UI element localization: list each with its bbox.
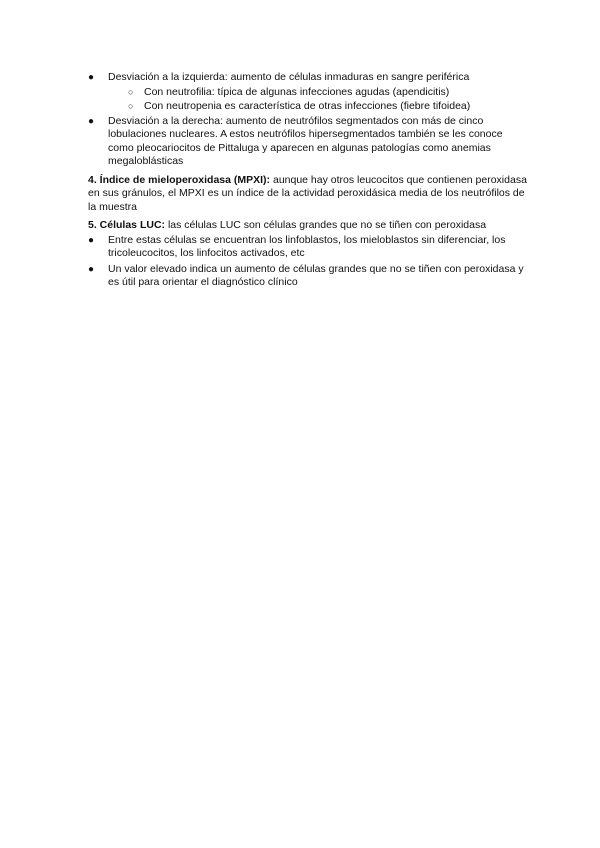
section-4-paragraph (88, 174, 528, 214)
list-item-text: Entre estas células se encuentran los linfoblastos, los mieloblastos sin diferenciar, los tricoleucocitos, los linfocitos activados, etc (108, 234, 506, 260)
list-item (88, 234, 528, 261)
list-item (88, 263, 528, 290)
list-item-text: Un valor elevado indica un aumento de células grandes que no se tiñen con peroxidasa y es útil para orientar el diagnóstico clínico (108, 263, 524, 289)
bullet-icon: ● (88, 235, 95, 246)
list-item-text: Desviación a la izquierda: aumento de células inmaduras en sangre periférica (108, 71, 470, 83)
sub-list-item (128, 100, 528, 113)
section-5-text: las células LUC son células grandes que no se tiñen con peroxidasa (165, 219, 487, 231)
bullet-icon: ● (88, 72, 95, 83)
section-5-heading: 5. Células LUC: (88, 219, 166, 231)
list-item-text: Desviación a la derecha: aumento de neutrófilos segmentados con más de cinco lobulaciones nucleares. A estos neutrófilos hipersegmentados también se les conoce como pleocariocitos de Pittaluga y aparecen en algunas patologías como anemias megaloblásticas (108, 115, 503, 168)
sub-list-item (128, 86, 528, 99)
section-4-text: aunque hay otros leucocitos que contienen peroxidasa en sus gránulos, el MPXI es un índice de la actividad peroxidásica media de los neutrófilos de la muestra (88, 174, 527, 213)
list-item (88, 71, 528, 84)
section-5-paragraph (88, 219, 528, 232)
bullet-icon: ● (88, 264, 95, 275)
hollow-bullet-icon: ○ (128, 87, 134, 97)
hollow-bullet-icon: ○ (128, 101, 134, 111)
sub-list-item-text: Con neutropenia es característica de otras infecciones (fiebre tifoidea) (144, 100, 471, 112)
list-item (88, 115, 528, 169)
bullet-icon: ● (88, 116, 95, 127)
section-4-heading: 4. Índice de mieloperoxidasa (MPXI): (88, 174, 271, 186)
sub-list-item-text: Con neutrofilia: típica de algunas infecciones agudas (apendicitis) (144, 86, 450, 98)
